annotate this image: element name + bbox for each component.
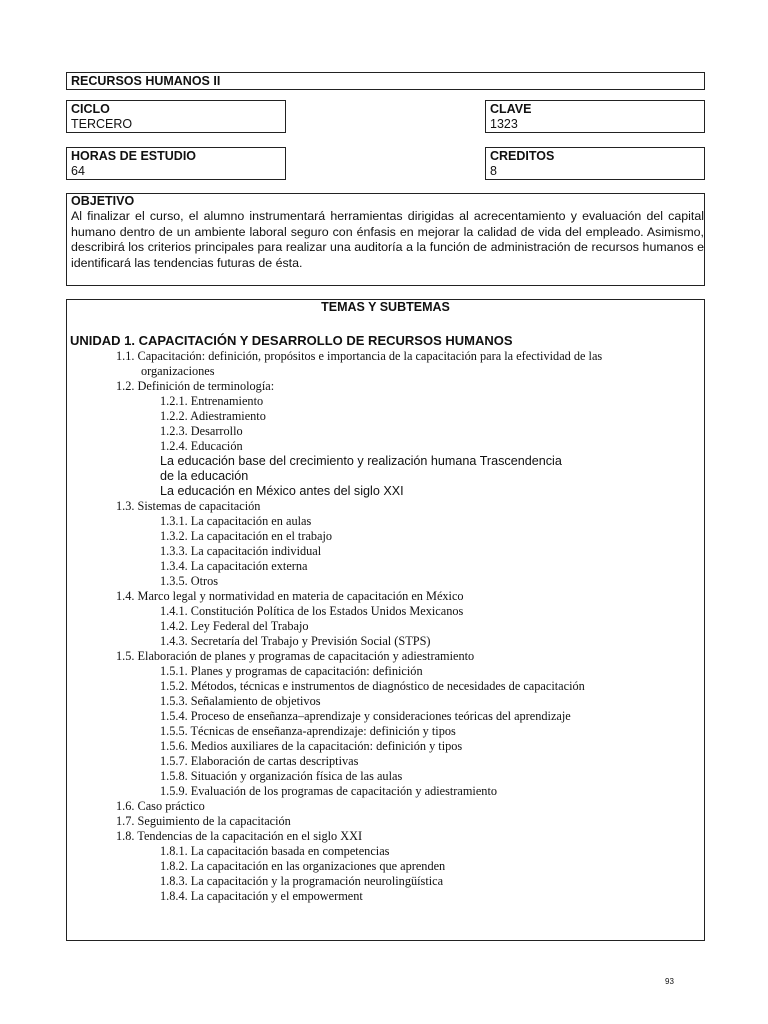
clave-value: 1323 (490, 117, 518, 131)
topic-line: 1.4.2. Ley Federal del Trabajo (160, 619, 309, 633)
topic-line: 1.5.1. Planes y programas de capacitación: definición (160, 664, 423, 678)
topic-line: 1.3.5. Otros (160, 574, 219, 588)
topic-line: 1.6. Caso práctico (116, 799, 205, 813)
page-number: 93 (665, 977, 674, 986)
clave-box (485, 100, 705, 133)
creditos-box (485, 147, 705, 180)
topic-line: La educación base del crecimiento y realización humana Trascendencia (160, 454, 562, 468)
topic-line: 1.3.3. La capacitación individual (160, 544, 322, 558)
topic-line: organizaciones (141, 364, 215, 378)
topic-line: 1.4.3. Secretaría del Trabajo y Previsión Social (STPS) (160, 634, 431, 648)
creditos-value: 8 (490, 164, 497, 178)
topic-line: 1.5.9. Evaluación de los programas de capacitación y adiestramiento (160, 784, 498, 798)
topic-line: 1.3.1. La capacitación en aulas (160, 514, 312, 528)
topic-line: 1.5.6. Medios auxiliares de la capacitación: definición y tipos (160, 739, 463, 753)
ciclo-value: TERCERO (71, 117, 133, 131)
topic-line: de la educación (160, 469, 249, 483)
temas-box (66, 299, 705, 941)
objetivo-label: OBJETIVO (71, 194, 135, 208)
horas-label: HORAS DE ESTUDIO (71, 149, 197, 163)
topic-line: 1.1. Capacitación: definición, propósitos e importancia de la capacitación para la efectividad de las (116, 349, 603, 363)
objetivo-box (66, 193, 705, 286)
horas-value: 64 (71, 164, 85, 178)
topic-line: 1.8.2. La capacitación en las organizaciones que aprenden (160, 859, 446, 873)
topic-line: 1.2. Definición de terminología: (116, 379, 275, 393)
unit-title: UNIDAD 1. CAPACITACIÓN Y DESARROLLO DE RECURSOS HUMANOS (70, 333, 513, 348)
topic-line: 1.5.7. Elaboración de cartas descriptivas (160, 754, 359, 768)
ciclo-box (66, 100, 286, 133)
topic-line: 1.8. Tendencias de la capacitación en el siglo XXI (116, 829, 363, 843)
clave-label: CLAVE (490, 102, 532, 116)
course-title-box (66, 72, 705, 90)
creditos-label: CREDITOS (490, 149, 555, 163)
topic-line: 1.5. Elaboración de planes y programas de capacitación y adiestramiento (116, 649, 475, 663)
topic-line: 1.5.3. Señalamiento de objetivos (160, 694, 321, 708)
topic-line: 1.5.8. Situación y organización física de las aulas (160, 769, 403, 783)
objetivo-text: Al finalizar el curso, el alumno instrumentará herramientas dirigidas al acrecentamiento y evaluación del capital humano dentro de un ambiente laboral seguro con énfasis en mejorar la calidad de vida del empleado. Asimismo, describirá los criterios principales para realizar una auditoría a la función de administración de recursos humanos e identificará las tendencias futuras de ésta. (71, 209, 704, 270)
topic-line: 1.7. Seguimiento de la capacitación (116, 814, 291, 828)
horas-box (66, 147, 286, 180)
topic-line: 1.8.1. La capacitación basada en competencias (160, 844, 390, 858)
topic-line: La educación en México antes del siglo XXI (160, 484, 404, 498)
topic-line: 1.5.2. Métodos, técnicas e instrumentos de diagnóstico de necesidades de capacitación (160, 679, 585, 693)
topic-line: 1.3.4. La capacitación externa (160, 559, 308, 573)
topic-line: 1.3. Sistemas de capacitación (116, 499, 261, 513)
topic-line: 1.2.4. Educación (160, 439, 243, 453)
topic-line: 1.4.1. Constitución Política de los Estados Unidos Mexicanos (160, 604, 464, 618)
topic-line: 1.3.2. La capacitación en el trabajo (160, 529, 333, 543)
course-title: RECURSOS HUMANOS II (71, 74, 221, 88)
topic-line: 1.5.4. Proceso de enseñanza–aprendizaje y consideraciones teóricas del aprendizaje (160, 709, 571, 723)
topic-line: 1.8.3. La capacitación y la programación neurolingüística (160, 874, 444, 888)
topic-line: 1.8.4. La capacitación y el empowerment (160, 889, 363, 903)
topic-line: 1.4. Marco legal y normatividad en materia de capacitación en México (116, 589, 464, 603)
temas-title: TEMAS Y SUBTEMAS (321, 300, 450, 314)
topic-line: 1.2.3. Desarrollo (160, 424, 243, 438)
topic-line: 1.2.1. Entrenamiento (160, 394, 264, 408)
ciclo-label: CICLO (71, 102, 110, 116)
topic-line: 1.2.2. Adiestramiento (160, 409, 266, 423)
topic-line: 1.5.5. Técnicas de enseñanza-aprendizaje: definición y tipos (160, 724, 456, 738)
